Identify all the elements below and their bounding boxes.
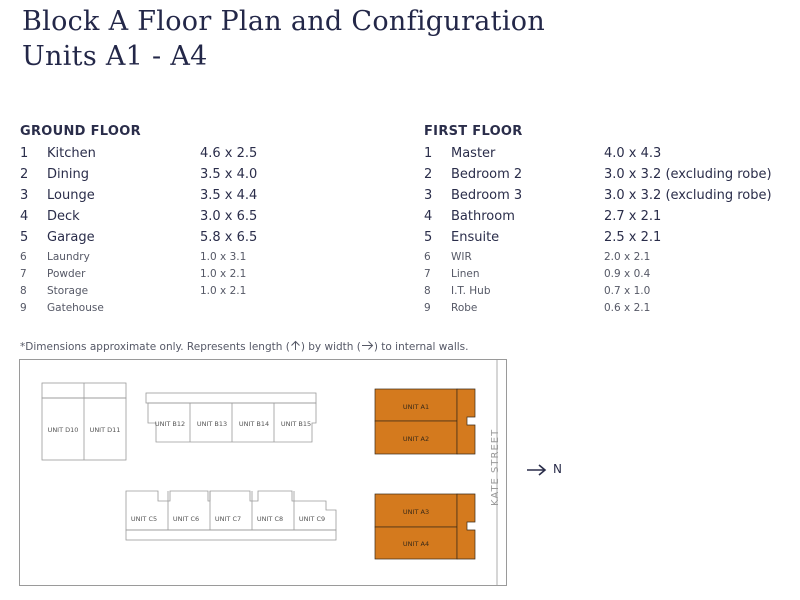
room-dimensions: 4.6 x 2.5	[200, 146, 258, 161]
room-row	[20, 207, 390, 228]
site-plan-drawing	[20, 360, 506, 585]
room-number: 1	[424, 146, 433, 161]
room-row	[424, 207, 794, 228]
room-row	[20, 186, 390, 207]
room-row	[20, 165, 390, 186]
room-row	[20, 249, 390, 266]
room-row	[424, 249, 794, 266]
room-row	[424, 300, 794, 317]
room-name: Ensuite	[451, 230, 500, 245]
note-text-middle: ) by width (	[300, 341, 361, 353]
unit-label: UNIT C9	[298, 515, 326, 523]
unit-label: UNIT B14	[238, 420, 270, 428]
room-row	[20, 228, 390, 249]
title-line-1: Block A Floor Plan and Configuration	[22, 6, 546, 37]
unit-label: UNIT B15	[280, 420, 312, 428]
unit-label: UNIT C6	[172, 515, 200, 523]
room-row	[424, 283, 794, 300]
room-name: Garage	[47, 230, 95, 245]
unit-label: UNIT C5	[130, 515, 158, 523]
room-number: 7	[424, 268, 431, 280]
unit-label: UNIT B13	[196, 420, 228, 428]
room-number: 1	[20, 146, 29, 161]
first-floor-list	[424, 124, 794, 317]
room-row	[20, 283, 390, 300]
room-number: 2	[424, 167, 433, 182]
room-name: Master	[451, 146, 496, 161]
room-name: Lounge	[47, 188, 95, 203]
room-row	[424, 228, 794, 249]
room-number: 6	[424, 251, 431, 263]
room-dimensions: 2.5 x 2.1	[604, 230, 662, 245]
room-dimensions: 0.6 x 2.1	[604, 302, 651, 314]
room-number: 8	[20, 285, 27, 297]
room-dimensions: 2.7 x 2.1	[604, 209, 662, 224]
room-number: 5	[20, 230, 29, 245]
room-name: Deck	[47, 209, 80, 224]
arrow-up-icon	[290, 340, 301, 351]
room-row	[20, 266, 390, 283]
room-name: Bathroom	[451, 209, 515, 224]
room-number: 5	[424, 230, 433, 245]
room-name: Storage	[47, 285, 89, 297]
room-name: Linen	[451, 268, 480, 280]
room-dimensions: 3.0 x 6.5	[200, 209, 258, 224]
unit-label: UNIT A3	[402, 508, 430, 516]
room-dimensions: 1.0 x 3.1	[200, 251, 247, 263]
site-plan	[19, 359, 507, 586]
arrow-right-icon	[525, 461, 575, 479]
room-dimensions: 0.7 x 1.0	[604, 285, 651, 297]
room-dimensions: 3.5 x 4.4	[200, 188, 258, 203]
room-row	[424, 186, 794, 207]
room-number: 4	[424, 209, 433, 224]
room-dimensions: 2.0 x 2.1	[604, 251, 651, 263]
room-name: Bedroom 2	[451, 167, 523, 182]
room-number: 3	[424, 188, 433, 203]
room-number: 9	[20, 302, 27, 314]
room-number: 8	[424, 285, 431, 297]
room-name: Kitchen	[47, 146, 96, 161]
room-number: 3	[20, 188, 29, 203]
unit-label: UNIT D10	[47, 426, 79, 434]
unit-label: UNIT C8	[256, 515, 284, 523]
room-number: 9	[424, 302, 431, 314]
room-row	[424, 144, 794, 165]
room-dimensions: 3.0 x 3.2 (excluding robe)	[604, 167, 772, 182]
unit-label: UNIT B12	[154, 420, 186, 428]
room-dimensions: 3.0 x 3.2 (excluding robe)	[604, 188, 772, 203]
unit-label: UNIT A2	[402, 435, 430, 443]
room-number: 2	[20, 167, 29, 182]
room-number: 4	[20, 209, 29, 224]
room-name: Powder	[47, 268, 86, 280]
dimensions-note	[20, 340, 468, 353]
room-name: I.T. Hub	[451, 285, 491, 297]
room-row	[20, 300, 390, 317]
room-name: Laundry	[47, 251, 90, 263]
room-number: 7	[20, 268, 27, 280]
ground-floor-heading: GROUND FLOOR	[20, 124, 141, 139]
room-name: Bedroom 3	[451, 188, 523, 203]
room-dimensions: 1.0 x 2.1	[200, 268, 247, 280]
room-name: WIR	[451, 251, 472, 263]
first-floor-heading: FIRST FLOOR	[424, 124, 523, 139]
street-label: KATE STREET	[490, 428, 501, 506]
room-name: Gatehouse	[47, 302, 104, 314]
note-text-before: *Dimensions approximate only. Represents length (	[20, 341, 290, 353]
room-name: Robe	[451, 302, 478, 314]
unit-label: UNIT C7	[214, 515, 242, 523]
unit-label: UNIT A4	[402, 540, 430, 548]
room-dimensions: 5.8 x 6.5	[200, 230, 258, 245]
page-title	[22, 4, 545, 74]
room-dimensions: 3.5 x 4.0	[200, 167, 258, 182]
room-row	[424, 165, 794, 186]
room-dimensions: 0.9 x 0.4	[604, 268, 651, 280]
unit-label: UNIT D11	[89, 426, 121, 434]
room-dimensions: 4.0 x 4.3	[604, 146, 662, 161]
title-line-2: Units A1 - A4	[22, 41, 208, 72]
room-number: 6	[20, 251, 27, 263]
room-dimensions: 1.0 x 2.1	[200, 285, 247, 297]
unit-label: UNIT A1	[402, 403, 430, 411]
room-row	[424, 266, 794, 283]
north-label: N	[553, 462, 562, 476]
arrow-right-icon	[361, 340, 374, 351]
room-row	[20, 144, 390, 165]
ground-floor-list	[20, 124, 390, 317]
note-text-after: ) to internal walls.	[373, 341, 469, 353]
room-name: Dining	[47, 167, 89, 182]
